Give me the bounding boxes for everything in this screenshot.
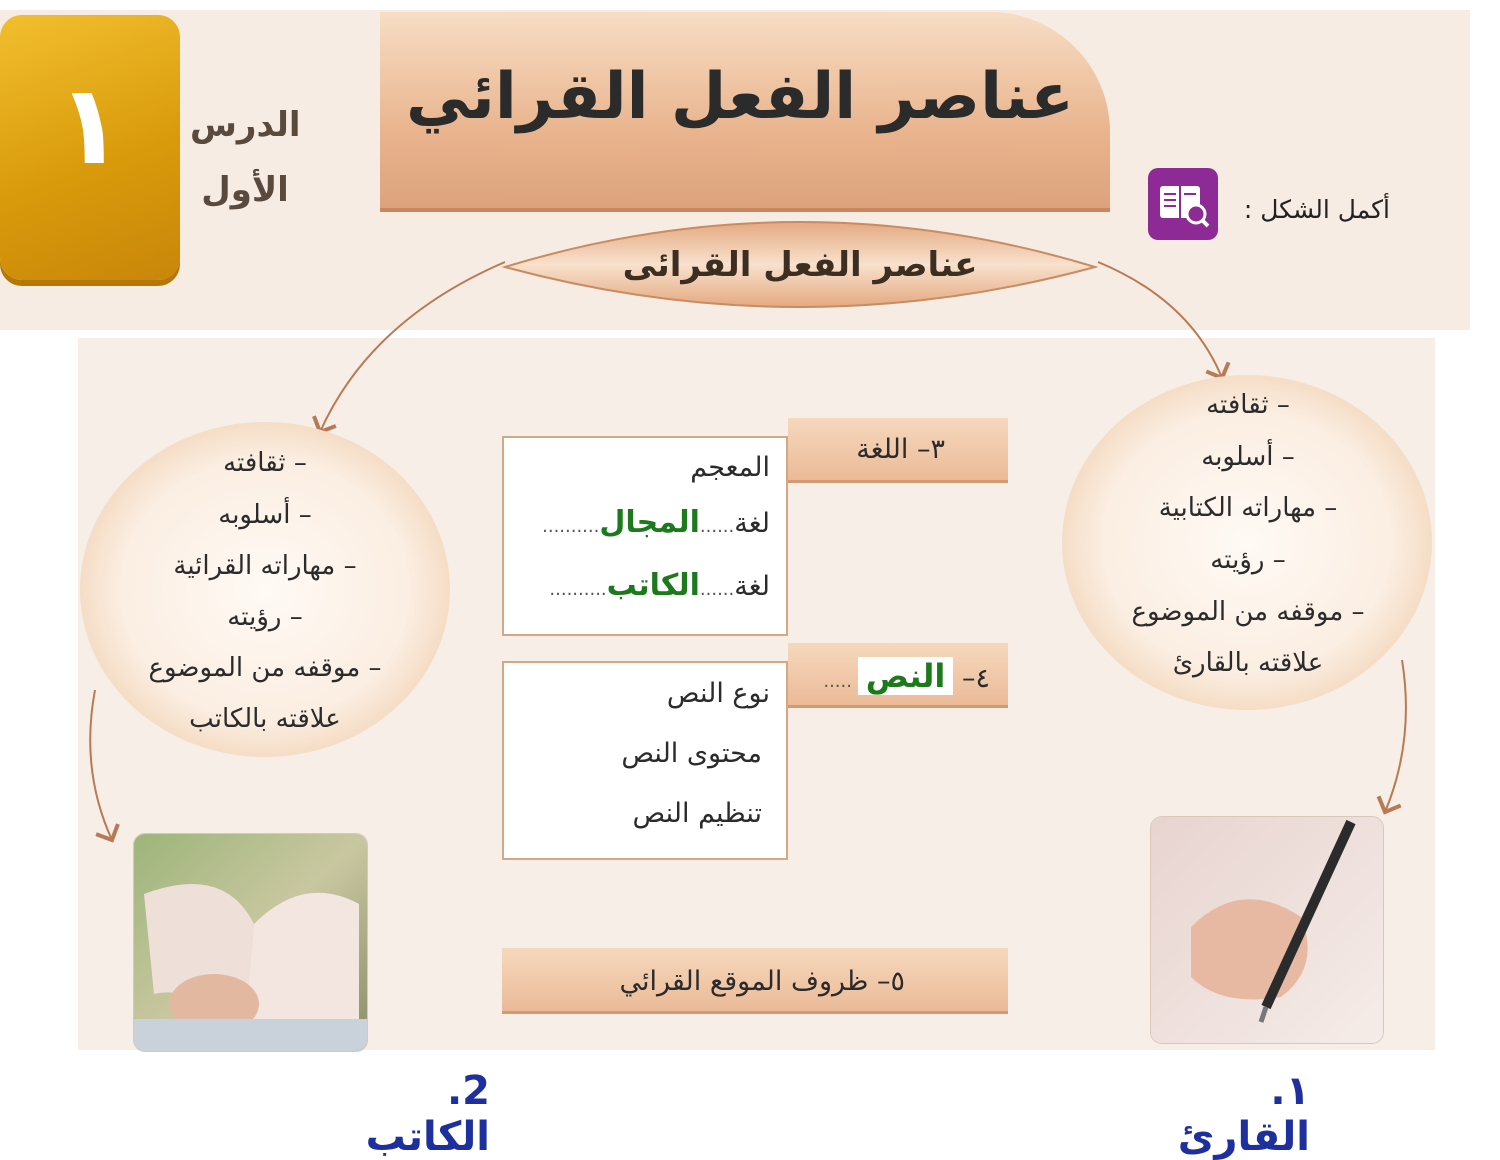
reader-caption: ١. القارئ <box>1177 1068 1310 1160</box>
language-item <box>520 568 770 603</box>
lesson-ordinal: الأول <box>201 170 289 210</box>
writer-item: – موقفه من الموضوع <box>1131 597 1365 627</box>
writer-photo <box>1150 816 1384 1044</box>
dots: ...... <box>699 516 735 537</box>
answer-field: المجال <box>599 505 700 540</box>
text-item: محتوى النص <box>621 738 762 769</box>
text-item: تنظيم النص <box>632 798 762 829</box>
language-tab-label: ٣– اللغة <box>856 434 945 465</box>
writer-item: – رؤيته <box>1210 545 1286 575</box>
writer-caption: 2. الكاتب <box>365 1068 490 1160</box>
language-item-prefix: لغة <box>734 508 770 539</box>
dots: .......... <box>549 579 607 600</box>
instruction-label: أكمل الشكل : <box>1243 195 1390 224</box>
language-item: المعجم <box>690 452 770 483</box>
text-tab-label <box>800 657 990 695</box>
language-item <box>520 505 770 540</box>
writer-item: – مهاراته الكتابية <box>1158 493 1338 523</box>
reader-item: – مهاراته القرائية <box>173 551 357 581</box>
reader-item: – أسلوبه <box>218 500 312 530</box>
dots: .......... <box>542 516 600 537</box>
reader-item: علاقته بالكاتب <box>189 704 341 734</box>
answer-field: النص <box>858 657 954 695</box>
reader-photo <box>133 833 368 1052</box>
language-item-prefix: لغة <box>734 571 770 602</box>
writer-item: – أسلوبه <box>1201 442 1295 472</box>
writer-item: – ثقافته <box>1206 390 1290 420</box>
text-item: نوع النص <box>666 678 770 709</box>
lesson-number: ١ <box>56 61 124 189</box>
writer-item: علاقته بالقارئ <box>1172 648 1324 678</box>
answer-field: الكاتب <box>606 568 700 603</box>
reader-item: – موقفه من الموضوع <box>148 653 382 683</box>
page-title: عناصر الفعل القرائي <box>406 60 1074 134</box>
reader-item: – ثقافته <box>223 448 307 478</box>
dots: ...... <box>699 579 735 600</box>
reading-context-label: ٥– ظروف الموقع القرائي <box>619 966 905 997</box>
dots: ..... <box>823 671 858 692</box>
center-title: عناصر الفعل القرائى <box>622 245 978 285</box>
reader-item: – رؤيته <box>227 602 303 632</box>
text-tab-prefix: ٤– <box>961 663 990 694</box>
lesson-word: الدرس <box>190 105 301 145</box>
